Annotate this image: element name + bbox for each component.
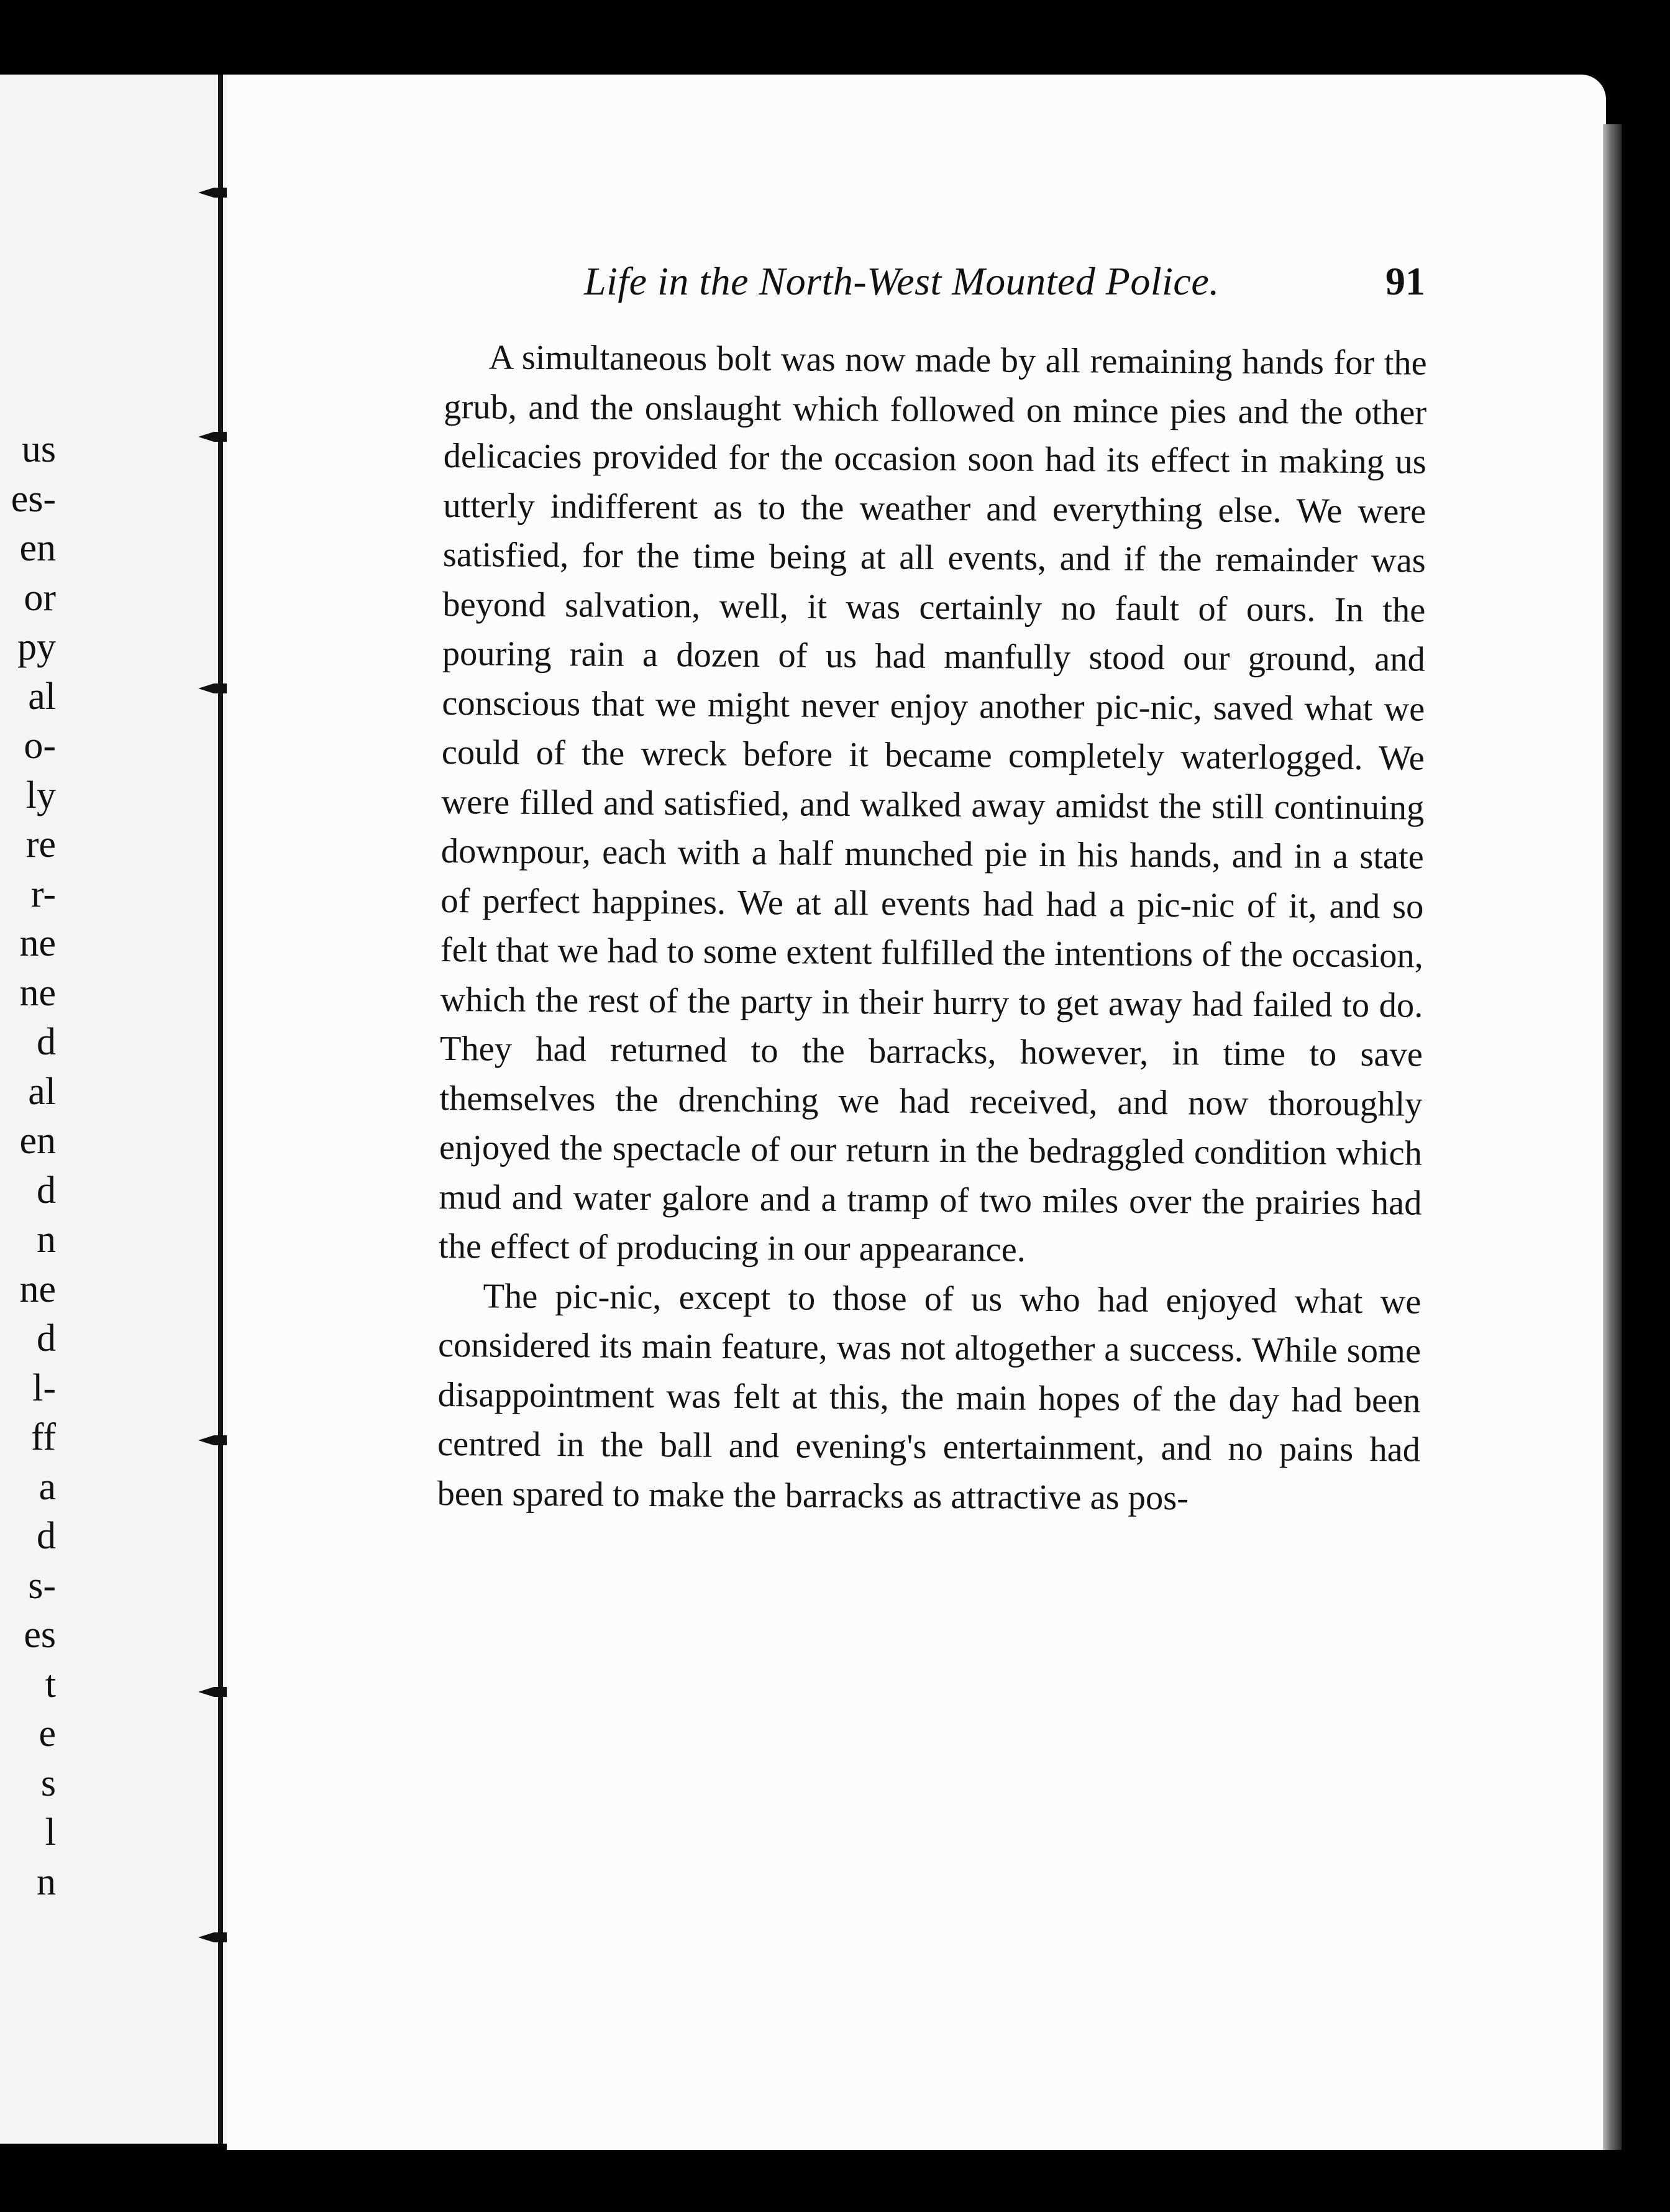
left-page-fragment: re: [25, 823, 56, 866]
left-page-fragment: d: [37, 1515, 56, 1557]
left-page-fragment: s-: [28, 1564, 56, 1607]
left-page-fragment: al: [28, 1070, 56, 1113]
left-page-fragment: s: [40, 1762, 56, 1804]
left-page-fragment: l: [45, 1811, 56, 1853]
left-page-fragment: r-: [30, 872, 56, 915]
running-head: Life in the North-West Mounted Police.: [584, 259, 1220, 303]
left-page-fragment: t: [45, 1663, 56, 1706]
paragraph-1: A simultaneous bolt was now made by all remaining hands for the grub, and the onslaught which followed on mince pies and the other delicacies provided for the occasion soon had its effect in making us utterly indifferent as to the weather and everything else. We were satisfied, for the time being at all events, and if the remainder was beyond salvation, well, it was certainly no fault of ours. In the pouring rain a dozen of us had manfully stood our ground, and conscious that we might never enjoy another pic-nic, saved what we could of the wreck before it became completely waterlogged. We were filled and satisfied, and walked away amidst the still continuing downpour, each with a half munched pie in his hands, and in a state of perfect happines. We at all events had had a pic-nic of it, and so felt that we had to some extent fulfilled the intentions of the occasion, which the rest of the party in their hurry to get away had failed to do. They had returned to the barracks, however, in time to save themselves the drenching we had received, and now thoroughly enjoyed the spectacle of our return in the bedraggled condition which mud and water galore and a tramp of two miles over the prairies had the effect of producing in our appearance.: [438, 338, 1427, 1269]
left-page-fragment: ne: [19, 971, 56, 1014]
left-page-fragment: us: [21, 428, 56, 470]
left-page-fragment: or: [24, 576, 56, 619]
left-page-fragment: ff: [30, 1416, 56, 1458]
left-page-fragment: a: [39, 1465, 56, 1508]
paragraph-2: The pic-nic, except to those of us who had enjoyed what we considered its main feature, was not altogether a success. While some disappointment was felt at this, the main hopes of the day had been centred in the ball and evening's entertainment, and no pains had been spared to make the barracks as attractive as pos-: [437, 1276, 1421, 1517]
left-page-fragment: d: [37, 1317, 56, 1360]
left-page-fragment: en: [19, 1120, 56, 1162]
left-page-fragment: al: [28, 675, 56, 718]
body-text: [437, 333, 1427, 1525]
left-page-fragment: es: [24, 1614, 56, 1656]
left-page-fragment: l-: [32, 1366, 56, 1409]
left-facing-page: [0, 75, 230, 2144]
left-page-fragment: o-: [24, 724, 56, 767]
left-page-fragment: py: [17, 626, 56, 668]
book-gutter: [214, 75, 227, 2144]
left-page-text-fragments: [0, 342, 75, 1957]
left-page-fragment: en: [19, 527, 56, 569]
left-page-fragment: es-: [11, 477, 56, 520]
gutter-binding-line: [218, 75, 223, 2144]
page-number: 91: [1385, 259, 1425, 303]
left-page-fragment: ne: [19, 1268, 56, 1310]
page-edge-shadow: [1603, 124, 1622, 2150]
left-page-fragment: ly: [25, 774, 56, 816]
left-page-fragment: n: [37, 1860, 56, 1903]
left-page-fragment: d: [37, 1169, 56, 1212]
left-page-fragment: n: [37, 1218, 56, 1261]
left-page-fragment: e: [39, 1712, 56, 1755]
left-page-fragment: ne: [19, 922, 56, 964]
left-page-fragment: d: [37, 1021, 56, 1063]
